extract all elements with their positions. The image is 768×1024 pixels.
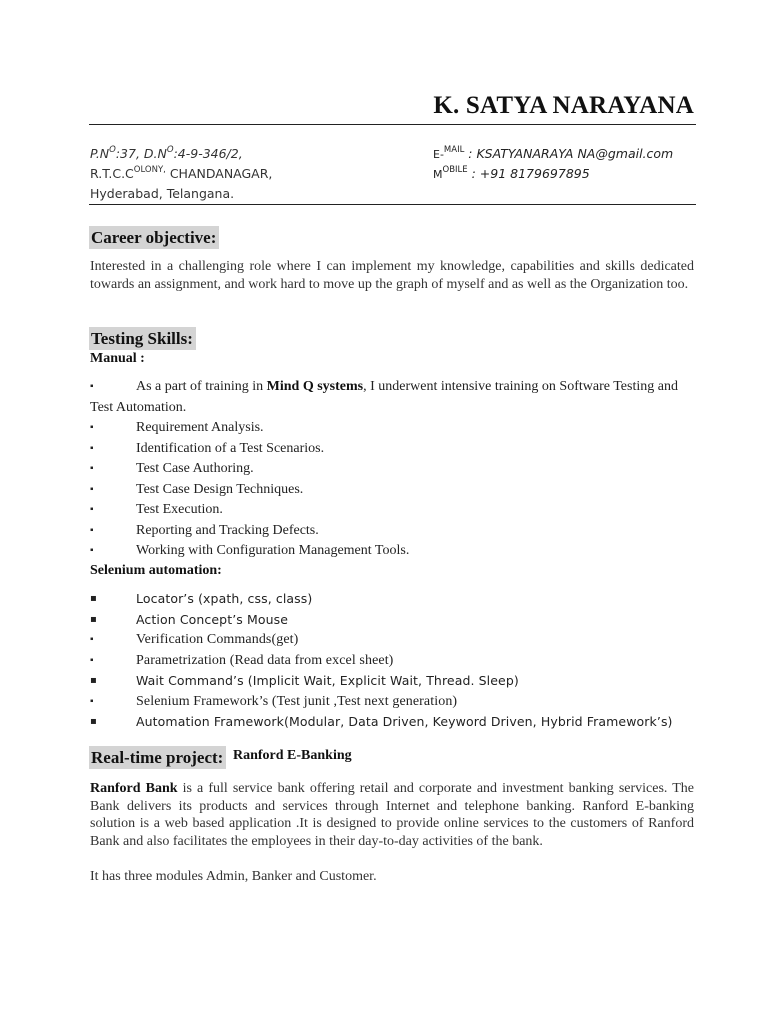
list-item: ▪ Locator’s (xpath, css, class): [90, 589, 700, 610]
career-objective-text: Interested in a challenging role where I can implement my knowledge, capabilities and skills dedicated towards an assignment, and work hard to move up the graph of myself and as well as the Organization too.: [90, 259, 694, 292]
training-institute: Mind Q systems: [266, 379, 364, 394]
list-item: ▪ Parametrization (Read data from excel sheet): [90, 651, 700, 672]
bank-name: Ranford Bank: [90, 781, 178, 796]
list-item: ▪ Identification of a Test Scenarios.: [90, 439, 700, 460]
list-item: ▪ Action Concept’s Mouse: [90, 610, 700, 631]
bullet-icon: ▪: [90, 654, 94, 666]
bullet-icon: ▪: [90, 613, 97, 625]
career-objective-heading: Career objective:: [89, 226, 219, 249]
address-line-3: Hyderabad, Telangana.: [90, 186, 235, 201]
list-item: ▪ Automation Framework(Modular, Data Driven, Keyword Driven, Hybrid Framework’s): [90, 712, 700, 733]
bullet-icon: ▪: [90, 381, 94, 392]
bullet-icon: ▪: [90, 695, 94, 707]
address-line-1: $P.N^O:37$, $D.N^O:4-9-346/2$,: [90, 145, 243, 161]
selenium-subheading: Selenium automation:: [90, 563, 222, 578]
list-item: ▪ Working with Configuration Management Tools.: [90, 541, 700, 562]
manual-skills-list: [90, 377, 700, 562]
mobile-line: [433, 164, 590, 185]
bullet-icon: ▪: [90, 593, 97, 604]
mobile-value: : +91 8179697895: [467, 166, 590, 181]
header-bottom-rule: [89, 204, 696, 205]
mobile-label: $M^{OBILE}$: [433, 165, 468, 181]
email-label: E-$^{MAIL}$: [433, 145, 465, 161]
project-description: Ranford Bank is a full service bank offering retail and corporate and investment banking services. The Bank delivers its products and services through Internet and telephone banking. Ranford E-banking solution is a web based application .It is designed to provide online services to the customers of Ranford Bank and also facilitates the employees in their day-to-day activities of the bank.: [90, 781, 694, 849]
email-value: : KSATYANARAYA NA@gmail.com: [464, 146, 674, 161]
bullet-icon: ▪: [90, 545, 94, 556]
bullet-icon: ▪: [90, 524, 94, 536]
list-item: ▪ Reporting and Tracking Defects.: [90, 521, 700, 542]
realtime-project-heading: Real-time project:: [89, 746, 226, 769]
list-item: ▪ Test Case Design Techniques.: [90, 480, 700, 501]
bullet-icon: ▪: [90, 483, 94, 495]
selenium-skills-list: [90, 589, 700, 733]
list-item: ▪ Selenium Framework’s (Test junit ,Test next generation): [90, 692, 700, 713]
header-top-rule: [89, 124, 696, 125]
bullet-icon: ▪: [90, 504, 94, 515]
manual-subheading: Manual :: [90, 351, 145, 366]
testing-skills-heading: Testing Skills:: [89, 327, 196, 350]
bullet-icon: ▪: [90, 716, 97, 727]
bullet-icon: ▪: [90, 463, 94, 474]
list-item: ▪ Requirement Analysis.: [90, 418, 700, 439]
list-item: ▪ As a part of training in Mind Q systems, I underwent intensive training on Software Testing and Test Automation.: [90, 379, 678, 415]
project-modules: It has three modules Admin, Banker and Customer.: [90, 869, 377, 884]
list-item: ▪ Verification Commands(get): [90, 630, 700, 651]
list-item: ▪ Test Execution.: [90, 500, 700, 521]
bullet-icon: ▪: [90, 442, 94, 454]
list-item: ▪ Wait Command’s (Implicit Wait, Explicit Wait, Thread. Sleep): [90, 671, 700, 692]
list-item: ▪ Test Case Authoring.: [90, 459, 700, 480]
address-line-2: $R.T.C.C^{OLONY,}$ CHANDANAGAR,: [90, 165, 273, 181]
project-name: Ranford E-Banking: [233, 748, 352, 763]
bullet-icon: ▪: [90, 634, 94, 645]
bullet-icon: ▪: [90, 422, 94, 433]
email-line: [433, 144, 673, 165]
candidate-name: K. SATYA NARAYANA: [433, 92, 694, 119]
bullet-icon: ▪: [90, 675, 97, 686]
